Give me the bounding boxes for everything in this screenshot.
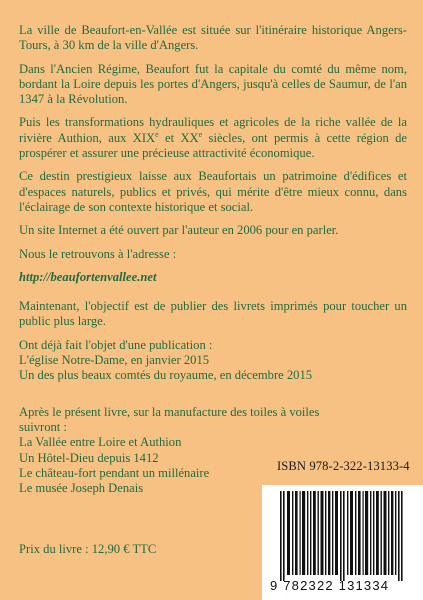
upcoming-item: La Vallée entre Loire et Authion bbox=[19, 435, 182, 450]
upcoming-heading: Après le présent livre, sur la manufacture des toiles à voiles bbox=[19, 404, 320, 419]
published-item: Un des plus beaux comtés du royaume, en décembre 2015 bbox=[19, 368, 313, 383]
price-text: Prix du livre : 12,90 € TTC bbox=[19, 542, 157, 556]
cover-text bbox=[19, 23, 407, 505]
barcode-digits: 9 782322 131334 bbox=[270, 578, 390, 593]
barcode bbox=[262, 485, 423, 600]
heritage-paragraph: Ce destin prestigieux laisse aux Beaufortais un patrimoine d'édifices et d'espaces naturels, publics et privés, qui mérite d'être mieux connu, dans l'éclairage de son contexte historique et social. bbox=[19, 169, 407, 214]
published-list bbox=[19, 338, 407, 384]
upcoming-item: Le château-fort pendant un millénaire bbox=[19, 465, 210, 480]
intro-paragraph: La ville de Beaufort-en-Vallée est située sur l'itinéraire historique Angers-Tours, à 30 km de la ville d'Angers. bbox=[19, 23, 407, 53]
upcoming-heading-cont: suivront : bbox=[19, 419, 67, 434]
isbn-text: ISBN 978-2-322-13133-4 bbox=[277, 459, 410, 473]
published-heading: Ont déjà fait l'objet d'une publication : bbox=[19, 337, 213, 352]
published-item: L'église Notre-Dame, en janvier 2015 bbox=[19, 353, 210, 368]
website-paragraph: Un site Internet a été ouvert par l'auteur en 2006 pour en parler. bbox=[19, 223, 339, 238]
upcoming-list bbox=[19, 405, 407, 497]
upcoming-item: Un Hôtel-Dieu depuis 1412 bbox=[19, 450, 159, 465]
website-url: http://beaufortenvallee.net bbox=[19, 269, 157, 284]
history-paragraph: Dans l'Ancien Régime, Beaufort fut la capitale du comté du même nom, bordant la Loire depuis les portes d'Angers, jusqu'à celles de Saumur, de l'an 1347 à la Révolution. bbox=[19, 61, 407, 107]
address-intro: Nous le retrouvons à l'adresse : bbox=[19, 246, 177, 261]
objective-paragraph: Maintenant, l'objectif est de publier des livrets imprimés pour toucher un public plus large. bbox=[19, 299, 407, 329]
valley-paragraph: Puis les transformations hydrauliques et agricoles de la riche vallée de la rivière Authion, aux XIXe et XXe siècles, ont permis à cette région de prospérer et assurer une précieuse attractivité économique. bbox=[19, 115, 408, 161]
upcoming-item: Le musée Joseph Denais bbox=[19, 481, 144, 496]
